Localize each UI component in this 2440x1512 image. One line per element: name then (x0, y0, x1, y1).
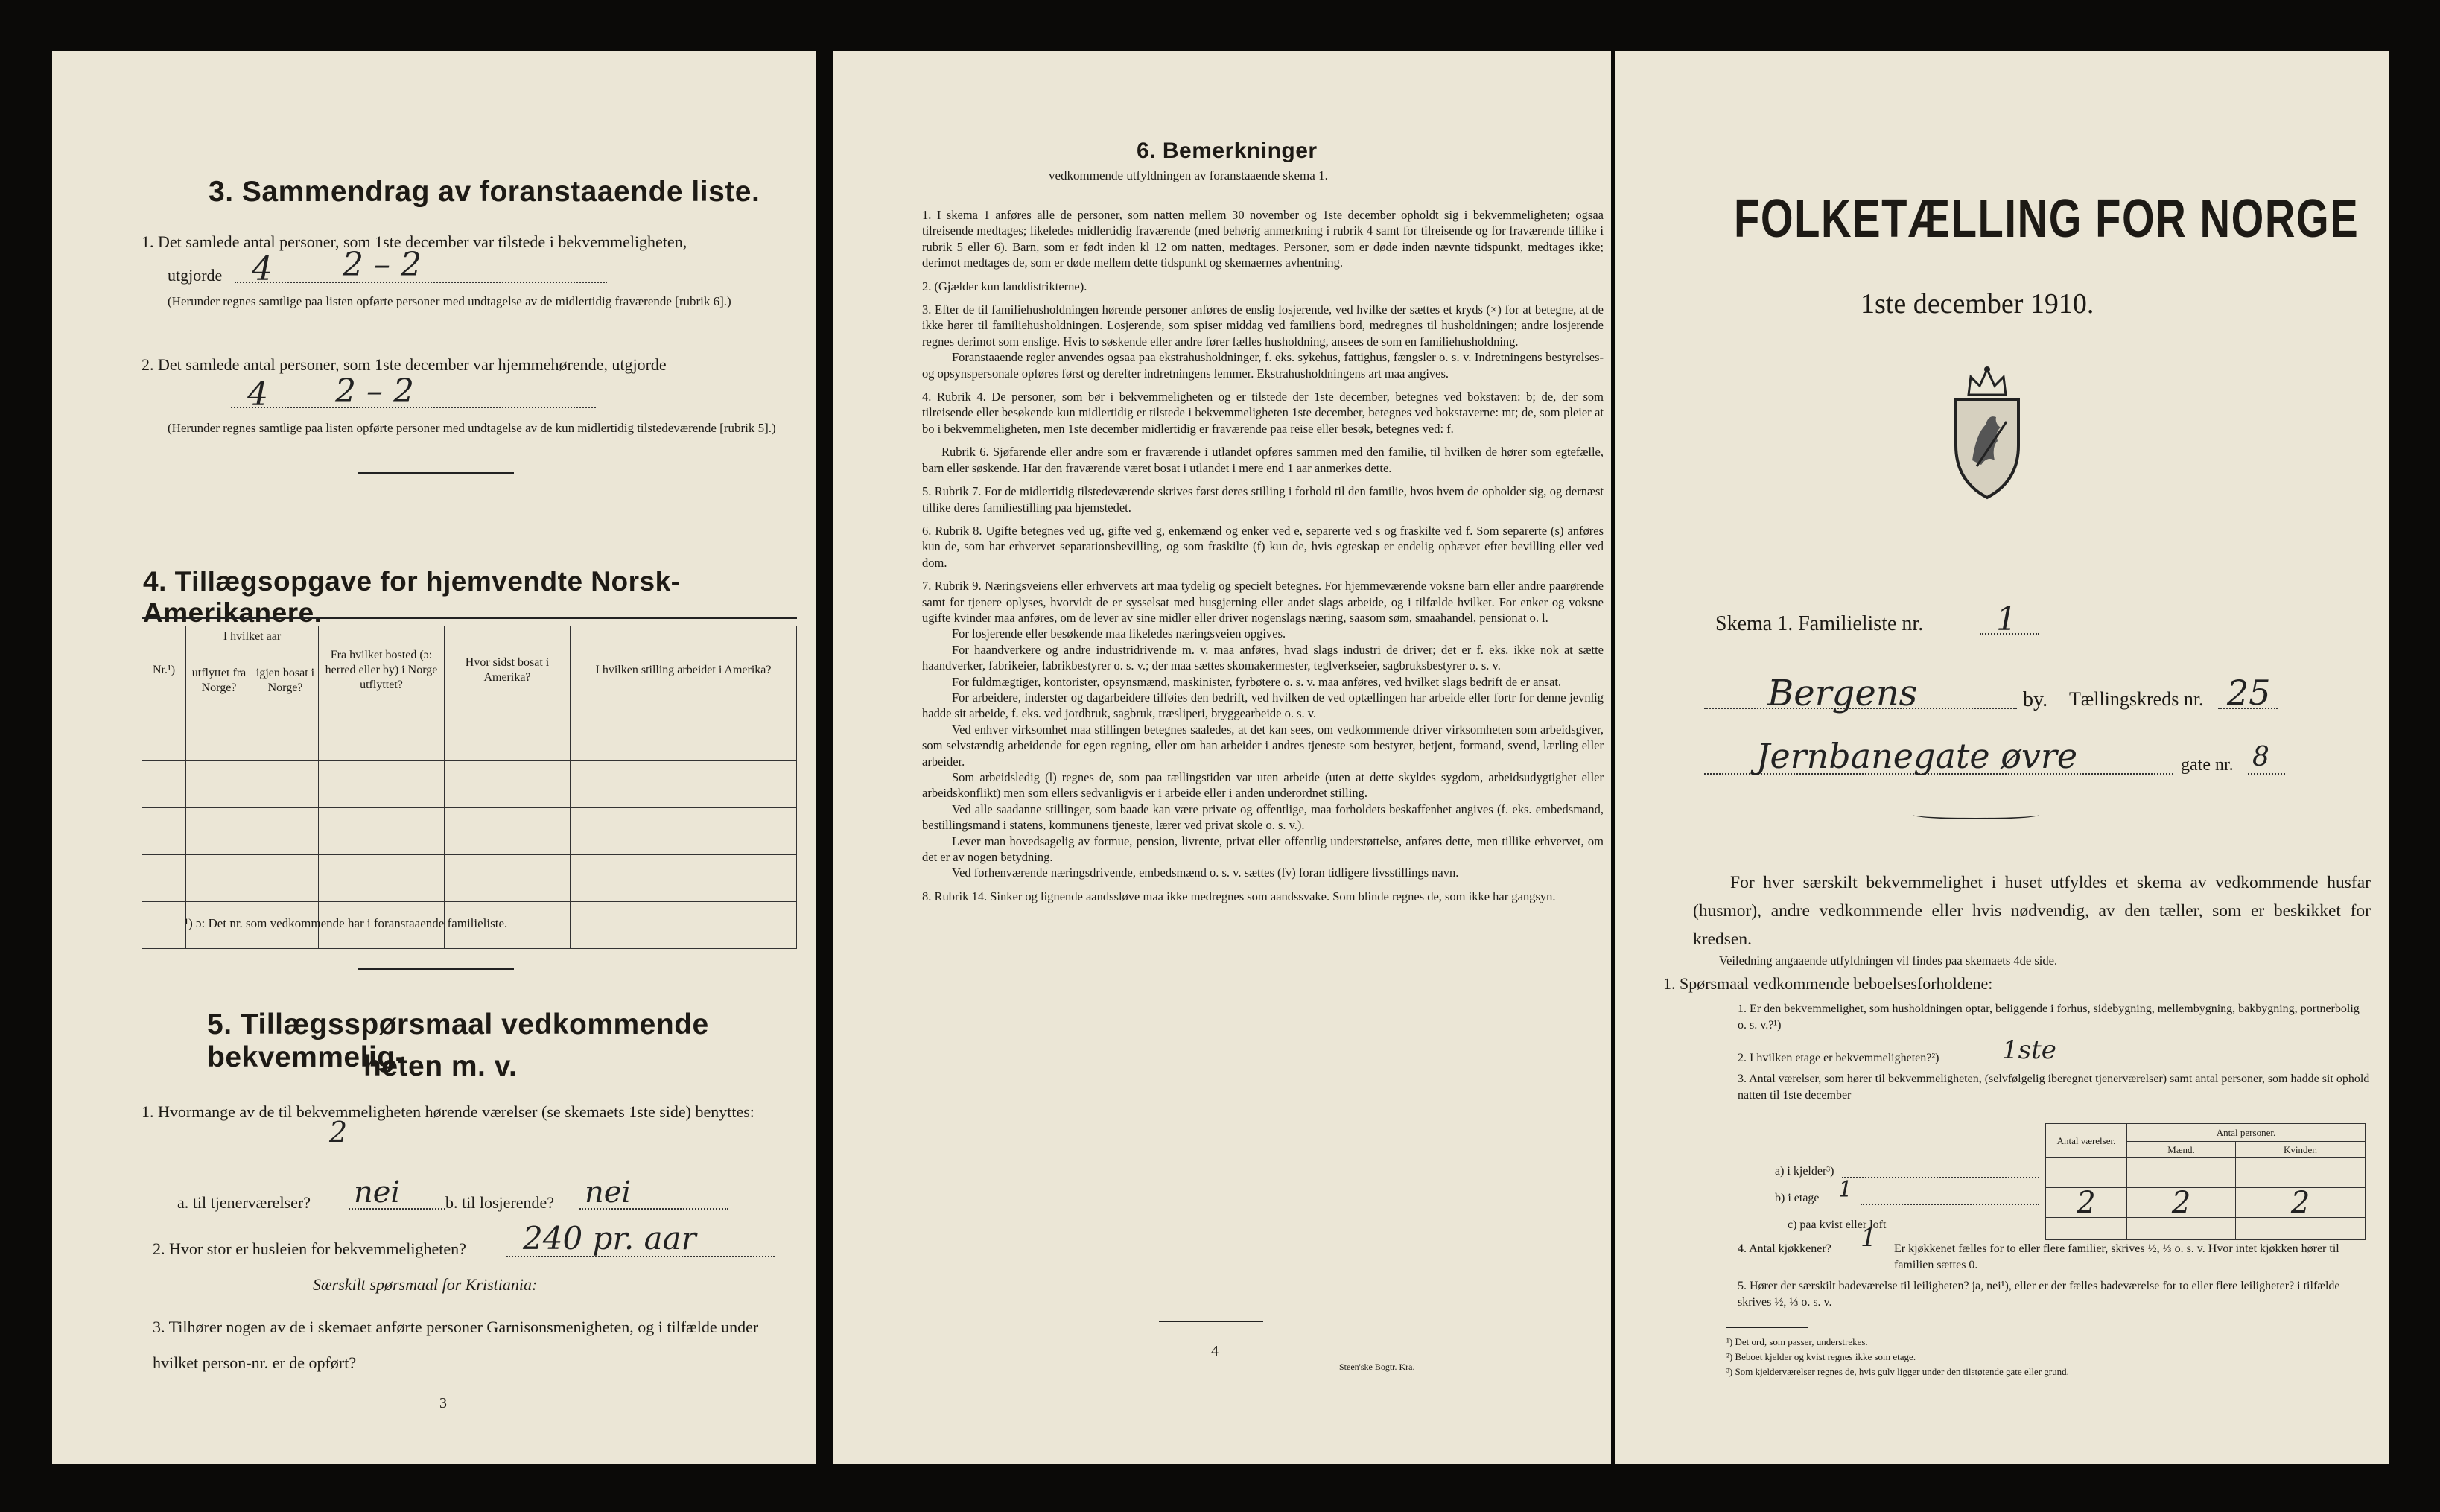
col-antal-personer: Antal personer. (2127, 1124, 2366, 1142)
table-row[interactable] (142, 714, 797, 761)
remark-item: 5. Rubrik 7. For de midlertidig tilstedeværende skrives først deres stilling i forhold til den familie, hvos hvem de opholder sig, og dernæst tillike deres familiestilling paa hjemstedet. (922, 484, 1604, 515)
s5-question-3: 3. Tilhører nogen av de i skemaet anførte personer Garnisonsmenigheten, og i tilfælde under hvilket person-nr. er de opført? (153, 1318, 759, 1372)
gate-value[interactable]: Jernbanegate øvre (1756, 736, 2078, 776)
coat-of-arms-icon (1942, 363, 2032, 501)
cell-rooms-etage[interactable]: 2 (2046, 1188, 2127, 1218)
s5-q1b-value[interactable]: nei (585, 1175, 632, 1210)
remarks-subtitle: vedkommende utfyldningen av foranstaaende skema 1. (1049, 168, 1328, 182)
by-value[interactable]: Bergens (1767, 673, 1918, 714)
questions-title: 1. Spørsmaal vedkommende beboelsesforholdene: (1663, 974, 1993, 993)
q2-value[interactable]: 1ste (2002, 1035, 2056, 1065)
cell-women-kvist[interactable] (2236, 1218, 2366, 1240)
col-emigrated: utflyttet fra Norge? (186, 647, 252, 714)
s3-q1-value-total[interactable]: 4 (252, 250, 273, 288)
intro-text: For hver særskilt bekvemmelighet i huset utfyldes et skema av vedkommende husfar (husmor), andre vedkommende eller hvis nødvendig, av den tæller, som er beskikket for kredsen. (1693, 873, 2371, 949)
s3-q2-value-split[interactable]: 2 – 2 (335, 372, 414, 410)
s3-q1-utgjorde: utgjorde (168, 266, 223, 285)
footnote-1: ¹) Det ord, som passer, understrekes. (1726, 1336, 1868, 1347)
remark-item: Ved enhver virksomhet maa stillingen betegnes saaledes, at det kan sees, om vedkommende driver virksomheten som arbeidsgiver, som selvstændig arbeidende for egen regning, eller om han arbeider i andres tjeneste som bestyrer, betjent, formand, svend, lærling eller arbeider. (922, 722, 1604, 769)
cell-men-etage[interactable]: 2 (2127, 1188, 2236, 1218)
divider (1913, 810, 2039, 819)
gate-number[interactable]: 8 (2252, 742, 2269, 772)
s3-q1-value-split[interactable]: 2 – 2 (343, 246, 422, 284)
remark-item: 2. (Gjælder kun landdistrikterne). (922, 279, 1087, 293)
main-title: FOLKETÆLLING FOR NORGE (1734, 189, 2360, 249)
cell-rooms-kjelder[interactable] (2046, 1158, 2127, 1188)
s5-q1b-label: b. til losjerende? (445, 1193, 555, 1212)
q4-value[interactable]: 1 (1861, 1223, 1877, 1253)
s3-question-1: 1. Det samlede antal personer, som 1ste december var tilstede i bekvemmeligheten, (142, 232, 687, 251)
divider (1726, 1327, 1808, 1328)
table-row[interactable] (142, 761, 797, 808)
divider (142, 617, 797, 619)
col-last-residence: Hvor sidst bosat i Amerika? (445, 626, 571, 714)
s4-footnote: ¹) ɔ: Det nr. som vedkommende har i foranstaaende familieliste. (185, 916, 508, 930)
section-4-title: 4. Tillægsopgave for hjemvendte Norsk-Amerikanere. (143, 566, 681, 628)
by-label: by. (2023, 688, 2048, 711)
remark-item: For arbeidere, inderster og dagarbeidere tilføies den bedrift, ved hvilken de ved optællingen har arbeide eller fortr for denne jevnlig hadde sit arbeide, f. eks. ved jordbruk, sagbruk, træsliperi, bryggearbeide o. s. v. (922, 690, 1604, 721)
remark-item: 6. Rubrik 8. Ugifte betegnes ved ug, gifte ved g, enkemænd og enker ved e, separerte ved s og fraskilte ved f. Som separerte (s) anføres kun de, som har erhvervet separationsbevilling, og som fraskilte (f) kun de, hvis egteskap er endelig ophævet efter bevilling eller ved dom. (922, 523, 1604, 570)
footnote-2: ²) Beboet kjelder og kvist regnes ikke som etage. (1726, 1351, 1916, 1362)
col-returned: igjen bosat i Norge? (252, 647, 319, 714)
s5-kristiania: Særskilt spørsmaal for Kristiania: (313, 1275, 538, 1294)
skema-label: Skema 1. Familieliste nr. (1715, 612, 1924, 635)
cell-rooms-kvist[interactable] (2046, 1218, 2127, 1240)
remarks-title: 6. Bemerkninger (1137, 139, 1318, 163)
col-from-where: Fra hvilket bosted (ɔ: herred eller by) i Norge utflyttet? (319, 626, 445, 714)
remark-item: Foranstaaende regler anvendes ogsaa paa ekstrahusholdninger, f. eks. sykehus, fattighus, fængsler o. s. v. Indretningens bestyrelses- og opsynspersonale opføres først og derefter indretningens lemmer. Ekstrahusholdningens art maa angives. (922, 350, 1604, 381)
row-etage: b) i etage (1775, 1192, 1820, 1204)
section-5-title-line1: 5. Tillægsspørsmaal vedkommende bekvemmelig- (207, 1008, 709, 1073)
norsk-amerikanere-table (142, 626, 797, 949)
cell-women-etage[interactable]: 2 (2236, 1188, 2366, 1218)
row-etage-value[interactable]: 1 (1838, 1177, 1853, 1203)
page-1 (1615, 51, 2389, 1464)
s3-q2-value-total[interactable]: 4 (247, 375, 268, 413)
krets-label: Tællingskreds nr. (2069, 688, 2204, 710)
page-4 (833, 51, 1611, 1464)
col-nr: Nr.¹) (142, 626, 186, 714)
s5-q1a-value[interactable]: nei (354, 1175, 401, 1210)
divider (1159, 1321, 1263, 1322)
remark-item: For losjerende eller besøkende maa likeledes næringsveien opgives. (952, 626, 1286, 641)
table-row[interactable] (142, 808, 797, 855)
cell-men-kvist[interactable] (2127, 1218, 2236, 1240)
col-position: I hvilken stilling arbeidet i Amerika? (571, 626, 797, 714)
col-kvinder: Kvinder. (2236, 1142, 2366, 1158)
remark-item: Ved forhenværende næringsdrivende, embedsmænd o. s. v. sættes (fv) foran tidligere livsstillings navn. (952, 865, 1459, 880)
remark-item: 1. I skema 1 anføres alle de personer, som natten mellem 30 november og 1ste december opholdt sig i bekvemmeligheten; ogsaa tilreisende medtages; likeledes midlertidig fraværende (med behørig anmerkning i rubrik 4 samt for tilreisende og for fraværende tillike i rubrik 5 eller 6). Barn, som er født inden kl 12 om natten, medtages. Personer, som er døde inden nævnte tidspunkt, medtages ikke; derimot medtages de, som er døde mellem dette tidspunkt og skemaernes avhentning. (922, 208, 1604, 270)
remark-item: Ved alle saadanne stillinger, som baade kan være private og offentlige, maa forholdets beskaffenhet angives (f. eks. embedsmand, bestillingsmand i statens, kommunens tjeneste, lærer ved privat skole o. s. v.). (922, 801, 1604, 833)
familieliste-number[interactable]: 1 (1996, 600, 2017, 638)
remarks-list (922, 207, 1604, 904)
cell-men-kjelder[interactable] (2127, 1158, 2236, 1188)
remark-item: Som arbeidsledig (l) regnes de, som paa tællingstiden var uten arbeide (uten at dette skyldes sygdom, arbeidsudygtighet eller arbeidskonflikt) men som ellers sedvanligvis er i arbeide eller i anden underordnet stilling. (922, 770, 1604, 801)
remark-item: For fuldmægtiger, kontorister, opsynsmænd, maskinister, fyrbøtere o. s. v. maa anføres, ved hvilket slags bedrift de er ansat. (952, 674, 1562, 689)
row-kjelder-line (1842, 1177, 2039, 1178)
row-etage-line (1861, 1204, 2039, 1205)
q5-badevaerelse: 5. Hører der særskilt badeværelse til leiligheten? ja, nei¹), eller er der fælles badeværelse for to eller flere leiligheter? i tilfælde skrives ½, ⅓ o. s. v. (1738, 1280, 2340, 1309)
footnote-3: ³) Som kjelderværelser regnes de, hvis gulv ligger under den tilstøtende gate eller grund. (1726, 1366, 2069, 1377)
col-antal-vaerelser: Antal værelser. (2046, 1124, 2127, 1158)
remark-item: 4. Rubrik 4. De personer, som bør i bekvemmeligheten og er tilstede der 1ste december, betegnes ved bokstaven: b; de, der som tilreisende eller besøkende kun midlertidig er tilstede i bekvemmeligheten 1ste december, betegnes ved bokstaverne: mt; de, som pleier at bo i bekvemmeligheten, men 1ste december midlertidig er fraværende paa reise eller besøk, betegnes ved: f. (922, 390, 1604, 436)
section-3-title: 3. Sammendrag av foranstaaende liste. (209, 176, 760, 208)
cell-women-kjelder[interactable] (2236, 1158, 2366, 1188)
table-row[interactable] (142, 855, 797, 902)
section-5-title-line2: heten m. v. (363, 1050, 518, 1082)
divider (358, 968, 514, 970)
s3-q1-note: (Herunder regnes samtlige paa listen opførte personer med undtagelse av de midlertidig fraværende [rubrik 6].) (168, 294, 731, 308)
s5-q1a-label: a. til tjenerværelser? (177, 1193, 311, 1212)
veiledning: Veiledning angaaende utfyldningen vil findes paa skemaets 4de side. (1719, 953, 2058, 968)
page-number: 3 (439, 1395, 447, 1411)
census-date: 1ste december 1910. (1861, 288, 2094, 320)
col-which-year: I hvilket aar (186, 626, 319, 647)
remark-item: Rubrik 6. Sjøfarende eller andre som er fraværende i utlandet opføres sammen med den familie, til hvilken de hører som egtefælle, barn eller søskende. Har den fraværende været bosat i utlandet i mere end 1 aar anmerkes dette. (922, 445, 1604, 475)
printer-imprint: Steen'ske Bogtr. Kra. (1339, 1362, 1415, 1372)
gate-label: gate nr. (2181, 755, 2234, 775)
remark-item: 8. Rubrik 14. Sinker og lignende aandssløve maa ikke medregnes som aandssvake. Som blinde regnes de, som ikke har gangsyn. (922, 889, 1556, 903)
q3-antal: 3. Antal værelser, som hører til bekvemmeligheten, (selvfølgelig iberegnet tjenerværelser) samt antal personer, som hadde sit ophold natten til 1ste december (1738, 1073, 2370, 1102)
rooms-persons-table (2045, 1123, 2366, 1240)
page-3 (52, 51, 816, 1464)
s5-question-2: 2. Hvor stor er husleien for bekvemmeligheten? (153, 1239, 466, 1258)
divider (358, 472, 514, 474)
remark-item: Lever man hovedsagelig av formue, pension, livrente, privat eller offentlig understøttelse, anføres dette, men tillike erhvervet, om det er av nogen betydning. (922, 833, 1604, 865)
s5-q1-value[interactable]: 2 (329, 1116, 348, 1149)
s3-q2-note: (Herunder regnes samtlige paa listen opførte personer med undtagelse av de kun midlertidig tilstedeværende [rubrik 5].) (168, 421, 776, 435)
remark-item: 3. Efter de til familiehusholdningen hørende personer anføres de enslig losjerende, ved hvilke der sættes et kryds (×) for at betegne, at de ikke hører til familiehusholdningen. Losjerende, som spiser middag ved familiens bord, medregnes til husholdningen; andre losjerende regnes derimot som enslige. Hvis to søskende eller andre fører fælles husholdning, ansees de som en familiehusholdning. (922, 302, 1604, 349)
row-kvist: c) paa kvist eller loft (1788, 1219, 1887, 1231)
q4-note: Er kjøkkenet fælles for to eller flere familier, skrives ½, ⅓ o. s. v. Hvor intet kjøkken hører til familien sættes 0. (1894, 1242, 2339, 1271)
col-maend: Mænd. (2127, 1142, 2236, 1158)
q1-beliggenhet: 1. Er den bekvemmelighet, som husholdningen optar, beliggende i forhus, sidebygning, mellembygning, bakbygning, portnerbolig o. s. v.?¹) (1738, 1003, 2360, 1032)
row-kjelder: a) i kjelder³) (1775, 1165, 1834, 1178)
page-number: 4 (1211, 1343, 1219, 1359)
s5-q2-value[interactable]: 240 pr. aar (523, 1220, 696, 1257)
gate-no-line (2248, 773, 2285, 775)
krets-value[interactable]: 25 (2227, 673, 2271, 713)
remark-item: 7. Rubrik 9. Næringsveiens eller erhvervets art maa tydelig og specielt betegnes. For hjemmeværende voksne barn eller andre paarørende samt for tjenere oplyses, hvorvidt de er sysselsat med husgjerning eller andet slags arbeide, og i tilfælde hvilket. For enker og voksne ugifte kvinder maa anføres, om de lever av sine midler eller driver nogenslags næring, saasom søm, smaahandel, pensionat o. l. (922, 579, 1604, 625)
q4-kjokkener: 4. Antal kjøkkener? (1738, 1242, 1831, 1255)
q2-etage: 2. I hvilken etage er bekvemmeligheten?²) (1738, 1052, 1939, 1064)
remark-item: For haandverkere og andre industridrivende m. v. maa anføres, hvad slags industri de driver; det er f. eks. ikke nok at sætte haandverker, fabrikeier, fabrikbestyrer o. s. v.; der maa sættes skomakermester, teglverkseier, sagbruksbestyrer o. s. v. (922, 642, 1604, 673)
s3-question-2: 2. Det samlede antal personer, som 1ste december var hjemmehørende, utgjorde (142, 355, 667, 374)
s5-question-1: 1. Hvormange av de til bekvemmeligheten hørende værelser (se skemaets 1ste side) benyttes: (142, 1102, 754, 1121)
